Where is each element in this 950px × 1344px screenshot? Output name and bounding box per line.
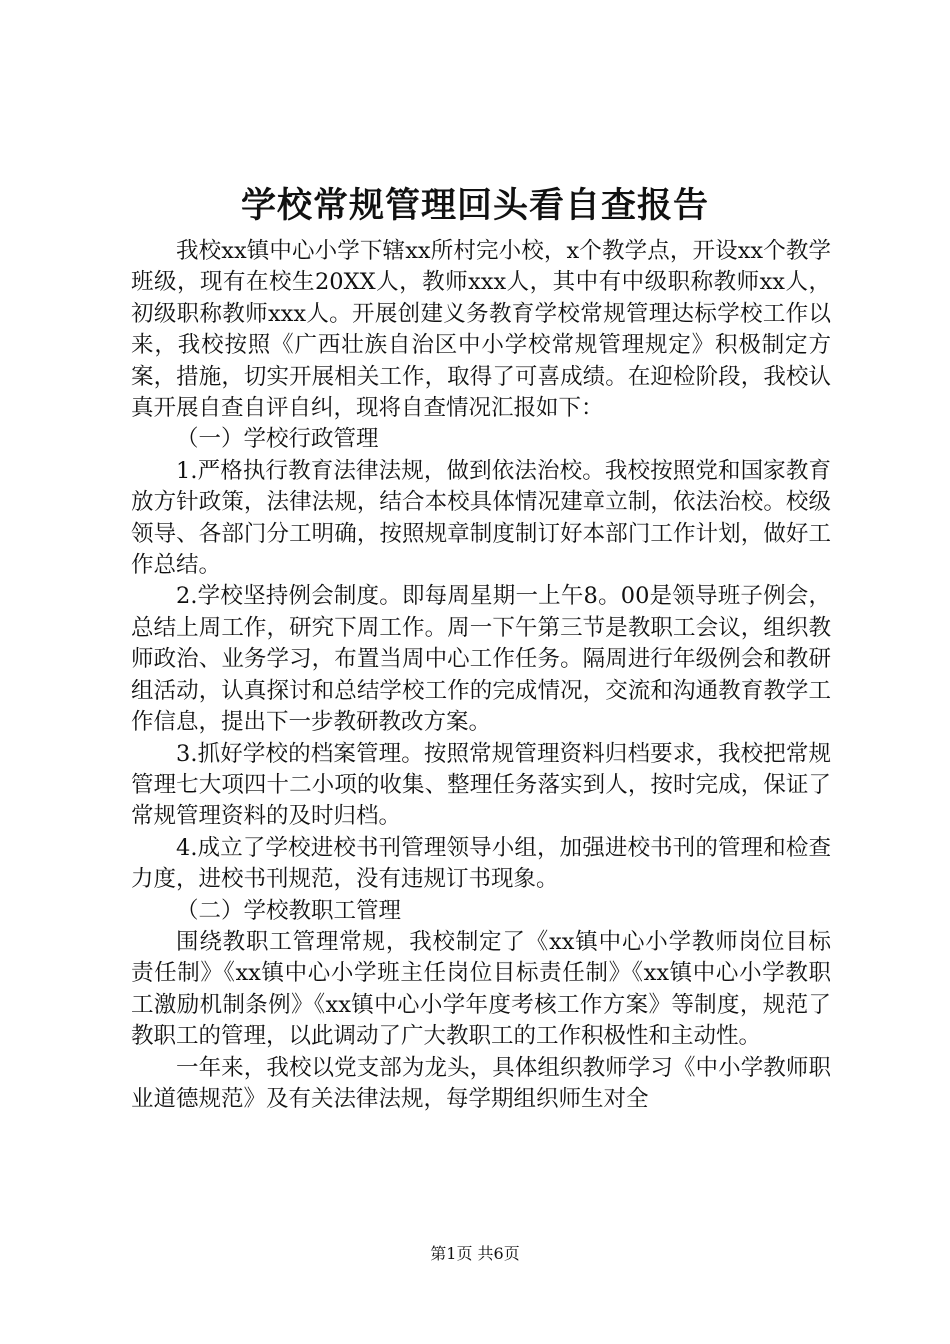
administration-item-3: 3.抓好学校的档案管理。按照常规管理资料归档要求，我校把常规管理七大项四十二小项的收集、整理任务落实到人，按时完成，保证了常规管理资料的及时归档。 xyxy=(131,740,831,830)
document-body xyxy=(131,236,831,1115)
section-heading-staff: （二）学校教职工管理 xyxy=(176,897,402,924)
staff-paragraph-2: 一年来，我校以党支部为龙头，具体组织教师学习《中小学教师职业道德规范》及有关法律法规，每学期组织师生对全 xyxy=(131,1054,831,1112)
administration-item-2: 2.学校坚持例会制度。即每周星期一上午8。00是领导班子例会，总结上周工作，研究下周工作。周一下午第三节是教职工会议，组织教师政治、业务学习，布置当周中心工作任务。隔周进行年级例会和教研组活动，认真探讨和总结学校工作的完成情况，交流和沟通教育教学工作信息，提出下一步教研教改方案。 xyxy=(131,583,831,736)
administration-item-1: 1.严格执行教育法律法规，做到依法治校。我校按照党和国家教育放方针政策，法律法规，结合本校具体情况建章立制，依法治校。校级领导、各部门分工明确，按照规章制度制订好本部门工作计划，做好工作总结。 xyxy=(131,457,831,579)
page-number-footer: 第1页 共6页 xyxy=(430,1244,520,1263)
staff-paragraph-1: 围绕教职工管理常规，我校制定了《xx镇中心小学教师岗位目标责任制》《xx镇中心小学班主任岗位目标责任制》《xx镇中心小学教职工激励机制条例》《xx镇中心小学年度考核工作方案》等制度，规范了教职工的管理，以此调动了广大教职工的工作积极性和主动性。 xyxy=(131,928,831,1050)
administration-item-4: 4.成立了学校进校书刊管理领导小组，加强进校书刊的管理和检查力度，进校书刊规范，没有违规订书现象。 xyxy=(131,834,831,893)
section-heading-administration: （一）学校行政管理 xyxy=(176,426,379,453)
intro-paragraph: 我校xx镇中心小学下辖xx所村完小校，x个教学点，开设xx个教学班级，现有在校生20XX人，教师xxx人，其中有中级职称教师xx人，初级职称教师xxx人。开展创建义务教育学校常规管理达标学校工作以来，我校按照《广西壮族自治区中小学校常规管理规定》积极制定方案，措施，切实开展相关工作，取得了可喜成绩。在迎检阶段，我校认真开展自查自评自纠，现将自查情况汇报如下： xyxy=(131,238,831,422)
document-title: 学校常规管理回头看自查报告 xyxy=(240,185,709,226)
